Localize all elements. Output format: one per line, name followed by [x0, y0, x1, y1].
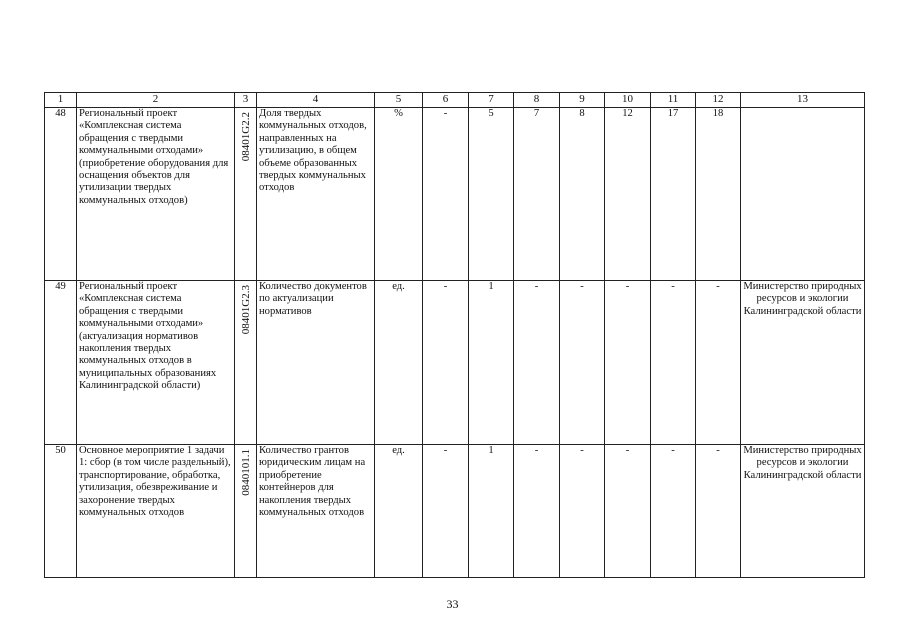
column-header: 13 [741, 93, 865, 108]
table-row [45, 108, 865, 281]
column-header: 12 [696, 93, 741, 108]
value-cell: 1 [469, 445, 514, 578]
value-cell: - [423, 281, 469, 445]
column-header: 2 [77, 93, 235, 108]
indicator-name: Количество грантов юридическим лицам на приобретение контейнеров для накопления твердых коммунальных отходов [257, 445, 375, 578]
row-number: 48 [45, 108, 77, 281]
column-header: 5 [375, 93, 423, 108]
event-name: Основное мероприятие 1 задачи 1: сбор (в том числе раздельный), транспортирование, обработка, утилизация, обезвреживание и захоронение твердых коммунальных отходов [77, 445, 235, 578]
column-number-row [45, 93, 865, 108]
column-header: 1 [45, 93, 77, 108]
value-cell: 7 [514, 108, 560, 281]
value-cell: 5 [469, 108, 514, 281]
row-number: 49 [45, 281, 77, 445]
value-cell: - [560, 445, 605, 578]
column-header: 9 [560, 93, 605, 108]
value-cell: - [651, 445, 696, 578]
column-header: 7 [469, 93, 514, 108]
program-code: 0840101.1 [239, 449, 252, 496]
value-cell: - [423, 445, 469, 578]
table-row [45, 445, 865, 578]
responsible [741, 108, 865, 281]
code-cell [235, 108, 257, 281]
column-header: 6 [423, 93, 469, 108]
table-row [45, 281, 865, 445]
program-code: 08401G2.2 [239, 112, 252, 162]
code-cell [235, 445, 257, 578]
program-code: 08401G2.3 [239, 285, 252, 335]
unit: % [375, 108, 423, 281]
event-name: Региональный проект «Комплексная система обращения с твердыми коммунальными отходами» (приобретение оборудования для оснащения объектов для утилизации твердых коммунальных отходов) [77, 108, 235, 281]
column-header: 10 [605, 93, 651, 108]
value-cell: 1 [469, 281, 514, 445]
column-header: 8 [514, 93, 560, 108]
value-cell: - [651, 281, 696, 445]
column-header: 3 [235, 93, 257, 108]
indicator-name: Количество документов по актуализации нормативов [257, 281, 375, 445]
row-number: 50 [45, 445, 77, 578]
value-cell: - [605, 281, 651, 445]
table-header [45, 93, 865, 108]
value-cell: 12 [605, 108, 651, 281]
page-number: 33 [446, 597, 459, 611]
value-cell: 18 [696, 108, 741, 281]
value-cell: - [514, 445, 560, 578]
indicator-name: Доля твердых коммунальных отходов, направленных на утилизацию, в общем объеме образованных твердых коммунальных отходов [257, 108, 375, 281]
column-header: 4 [257, 93, 375, 108]
responsible: Министерство природных ресурсов и экологии Калининградской области [741, 281, 865, 445]
responsible: Министерство природных ресурсов и экологии Калининградской области [741, 445, 865, 578]
value-cell: - [696, 281, 741, 445]
indicators-table [44, 92, 865, 578]
unit: ед. [375, 281, 423, 445]
event-name: Региональный проект «Комплексная система обращения с твердыми коммунальными отходами» (актуализация нормативов накопления твердых коммунальных отходов в муниципальных образованиях Калининградской области) [77, 281, 235, 445]
value-cell: 17 [651, 108, 696, 281]
code-cell [235, 281, 257, 445]
value-cell: - [696, 445, 741, 578]
column-header: 11 [651, 93, 696, 108]
value-cell: - [605, 445, 651, 578]
unit: ед. [375, 445, 423, 578]
value-cell: 8 [560, 108, 605, 281]
value-cell: - [514, 281, 560, 445]
value-cell: - [560, 281, 605, 445]
value-cell: - [423, 108, 469, 281]
